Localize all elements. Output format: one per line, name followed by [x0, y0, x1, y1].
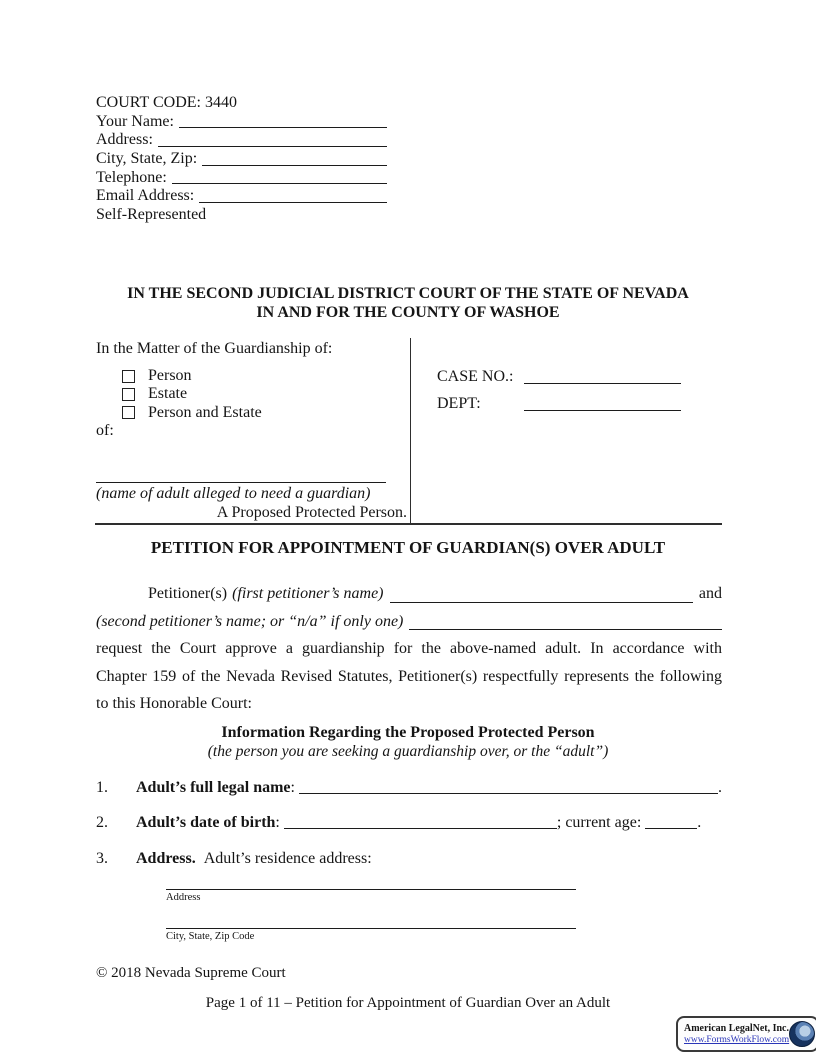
item-2-date-of-birth: [96, 813, 722, 832]
item-2-period: .: [697, 814, 702, 831]
full-legal-name-field[interactable]: [299, 793, 718, 794]
paragraph-line-3: request the Court approve a guardianship for the above-named adult. In accordance with: [96, 640, 722, 658]
residence-city-state-zip-caption: City, State, Zip Code: [166, 931, 255, 942]
address-row: [96, 131, 387, 150]
dept-label: DEPT:: [437, 395, 481, 412]
court-title: [0, 285, 816, 322]
first-petitioner-hint: (first petitioner’s name): [232, 585, 384, 602]
logo-text-block: [684, 1023, 789, 1046]
court-title-line2: IN AND FOR THE COUNTY OF WASHOE: [256, 303, 560, 321]
person-checkbox[interactable]: [122, 370, 135, 383]
petitioner-line-1: [96, 580, 722, 608]
case-caption: [95, 338, 722, 525]
section-subheading: (the person you are seeking a guardianship over, or the “adult”): [207, 743, 609, 760]
and-word: and: [698, 585, 722, 602]
your-name-label: Your Name:: [96, 112, 174, 130]
second-petitioner-hint: (second petitioner’s name; or “n/a” if only one): [96, 612, 404, 630]
guardianship-type-checkboxes: [122, 367, 262, 422]
paragraph-line-4: Chapter 159 of the Nevada Revised Statutes, Petitioner(s) respectfully represents the following: [96, 667, 722, 685]
self-represented-label: Self-Represented: [96, 206, 207, 224]
petition-title: PETITION FOR APPOINTMENT OF GUARDIAN(S) OVER ADULT: [150, 538, 666, 557]
estate-checkbox[interactable]: [122, 388, 135, 401]
second-petitioner-name-field[interactable]: [409, 629, 722, 630]
your-name-field[interactable]: [179, 127, 387, 128]
first-petitioner-name-field[interactable]: [390, 602, 693, 603]
item-1-colon: :: [290, 779, 295, 796]
case-no-label: CASE NO.:: [437, 368, 514, 385]
item-1-number: 1.: [96, 779, 108, 796]
proposed-protected-person-line: A Proposed Protected Person.: [216, 504, 407, 521]
telephone-field[interactable]: [172, 183, 387, 184]
logo-website-link[interactable]: www.FormsWorkFlow.com: [684, 1034, 790, 1045]
residence-city-state-zip-field[interactable]: [166, 912, 576, 929]
petitioner-line-2: [96, 608, 722, 636]
telephone-row: [96, 169, 387, 188]
dept-row: [437, 394, 767, 413]
logo-company-name: American LegalNet, Inc.: [684, 1022, 789, 1034]
item-3-address: [96, 849, 722, 868]
person-and-estate-checkbox[interactable]: [122, 406, 135, 419]
page-footer-line: Page 1 of 11 – Petition for Appointment of Guardian Over an Adult: [205, 995, 611, 1011]
estate-checkbox-label: Estate: [148, 385, 188, 403]
court-code: COURT CODE: 3440: [96, 94, 237, 111]
residence-address-block: [166, 873, 576, 943]
opening-paragraph: [96, 580, 722, 718]
caption-right-column: [411, 338, 722, 523]
checkbox-row-person[interactable]: [122, 367, 262, 385]
email-label: Email Address:: [96, 187, 195, 205]
city-state-zip-row: [96, 150, 387, 169]
caption-left-column: [95, 338, 411, 523]
case-no-field[interactable]: [524, 383, 681, 384]
address-block-gap: [166, 904, 576, 912]
copyright-line: © 2018 Nevada Supreme Court: [96, 965, 286, 981]
item-2-colon: :: [275, 814, 280, 831]
item-2-label: Adult’s date of birth: [136, 814, 276, 831]
adult-name-field[interactable]: [96, 468, 386, 483]
address-label: Address:: [96, 131, 153, 149]
dept-field[interactable]: [524, 410, 681, 411]
matter-line: In the Matter of the Guardianship of:: [96, 340, 333, 357]
item-1-label: Adult’s full legal name: [136, 779, 291, 796]
address-field[interactable]: [158, 146, 387, 147]
current-age-label: ; current age:: [556, 814, 642, 831]
filer-info-block: [96, 94, 387, 225]
date-of-birth-field[interactable]: [284, 828, 557, 829]
item-1-period: .: [718, 779, 722, 796]
item-3-label: Address.: [136, 850, 196, 867]
petitioners-lead: Petitioner(s): [148, 585, 228, 602]
paragraph-line-5: to this Honorable Court:: [96, 695, 252, 713]
telephone-label: Telephone:: [96, 168, 167, 186]
of-label: of:: [96, 422, 114, 439]
item-1-full-legal-name: [96, 778, 722, 797]
checkbox-row-person-and-estate[interactable]: [122, 404, 262, 422]
person-checkbox-label: Person: [148, 367, 192, 385]
item-2-number: 2.: [96, 814, 108, 831]
american-legalnet-logo[interactable]: [676, 1016, 816, 1052]
residence-address-caption: Address: [166, 892, 201, 903]
section-heading-block: [0, 723, 816, 761]
residence-address-field[interactable]: [166, 873, 576, 890]
case-no-row: [437, 367, 767, 386]
item-3-text: Adult’s residence address:: [203, 850, 372, 867]
city-state-zip-field[interactable]: [202, 165, 387, 166]
email-row: [96, 187, 387, 206]
person-and-estate-checkbox-label: Person and Estate: [148, 403, 262, 421]
section-heading: Information Regarding the Proposed Protected Person: [221, 724, 595, 741]
adult-name-hint: (name of adult alleged to need a guardian): [96, 485, 371, 502]
current-age-field[interactable]: [645, 828, 697, 829]
checkbox-row-estate[interactable]: [122, 385, 262, 403]
globe-icon: [789, 1021, 815, 1047]
your-name-row: [96, 113, 387, 132]
court-title-line1: IN THE SECOND JUDICIAL DISTRICT COURT OF THE STATE OF NEVADA: [127, 285, 689, 302]
email-field[interactable]: [199, 202, 387, 203]
item-3-number: 3.: [96, 850, 108, 867]
city-state-zip-label: City, State, Zip:: [96, 150, 198, 168]
